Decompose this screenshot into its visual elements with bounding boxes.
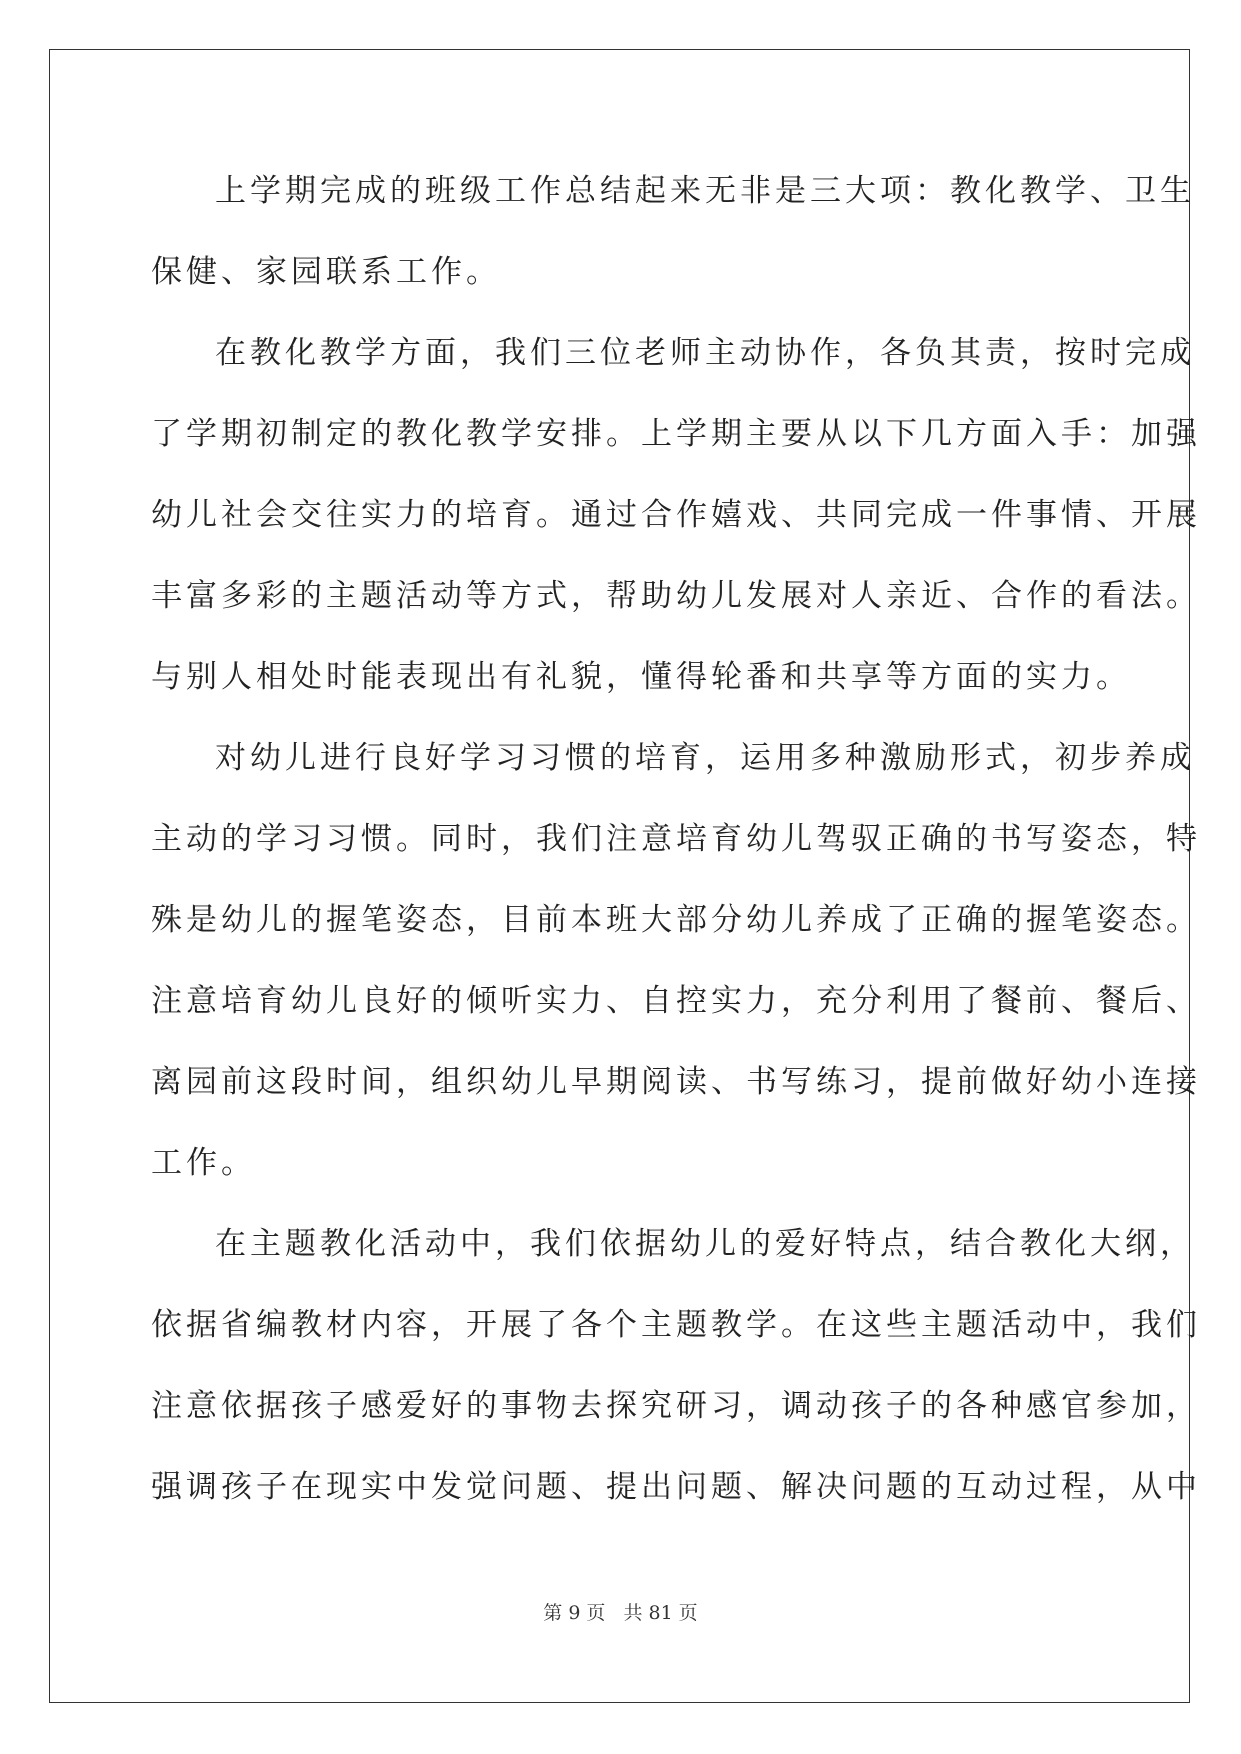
page-number [540,1602,608,1624]
page-current: 9 [568,1602,581,1624]
text-line: 在主题教化活动中，我们依据幼儿的爱好特点，结合教化大纲， [215,1226,1195,1262]
text-line: 强调孩子在现实中发觉问题、提出问题、解决问题的互动过程，从中 [151,1469,1201,1505]
text-line: 与别人相处时能表现出有礼貌，懂得轮番和共享等方面的实力。 [151,659,1131,695]
text-line: 上学期完成的班级工作总结起来无非是三大项：教化教学、卫生 [215,173,1195,209]
page-total [620,1602,700,1624]
total-suffix: 页 [678,1602,698,1624]
text-line: 殊是幼儿的握笔姿态，目前本班大部分幼儿养成了正确的握笔姿态。 [151,902,1201,938]
page-footer [0,1598,1241,1625]
text-line: 在教化教学方面，我们三位老师主动协作，各负其责，按时完成 [215,335,1195,371]
text-line: 保健、家园联系工作。 [151,254,501,290]
total-prefix: 共 [623,1602,643,1624]
text-line: 了学期初制定的教化教学安排。上学期主要从以下几方面入手：加强 [151,416,1201,452]
page-suffix: 页 [586,1602,606,1624]
text-line: 对幼儿进行良好学习习惯的培育，运用多种激励形式，初步养成 [215,740,1195,776]
text-line: 丰富多彩的主题活动等方式，帮助幼儿发展对人亲近、合作的看法。 [151,578,1201,614]
document-body [151,160,1201,1537]
text-line: 离园前这段时间，组织幼儿早期阅读、书写练习，提前做好幼小连接 [151,1064,1201,1100]
text-line: 注意培育幼儿良好的倾听实力、自控实力，充分利用了餐前、餐后、 [151,983,1201,1019]
text-line: 主动的学习习惯。同时，我们注意培育幼儿驾驭正确的书写姿态，特 [151,821,1201,857]
text-line: 依据省编教材内容，开展了各个主题教学。在这些主题活动中，我们 [151,1307,1201,1343]
total-count: 81 [648,1602,673,1624]
text-line: 注意依据孩子感爱好的事物去探究研习，调动孩子的各种感官参加， [151,1388,1201,1424]
text-line: 幼儿社会交往实力的培育。通过合作嬉戏、共同完成一件事情、开展 [151,497,1201,533]
page-prefix: 第 [543,1602,563,1624]
text-line: 工作。 [151,1145,256,1181]
